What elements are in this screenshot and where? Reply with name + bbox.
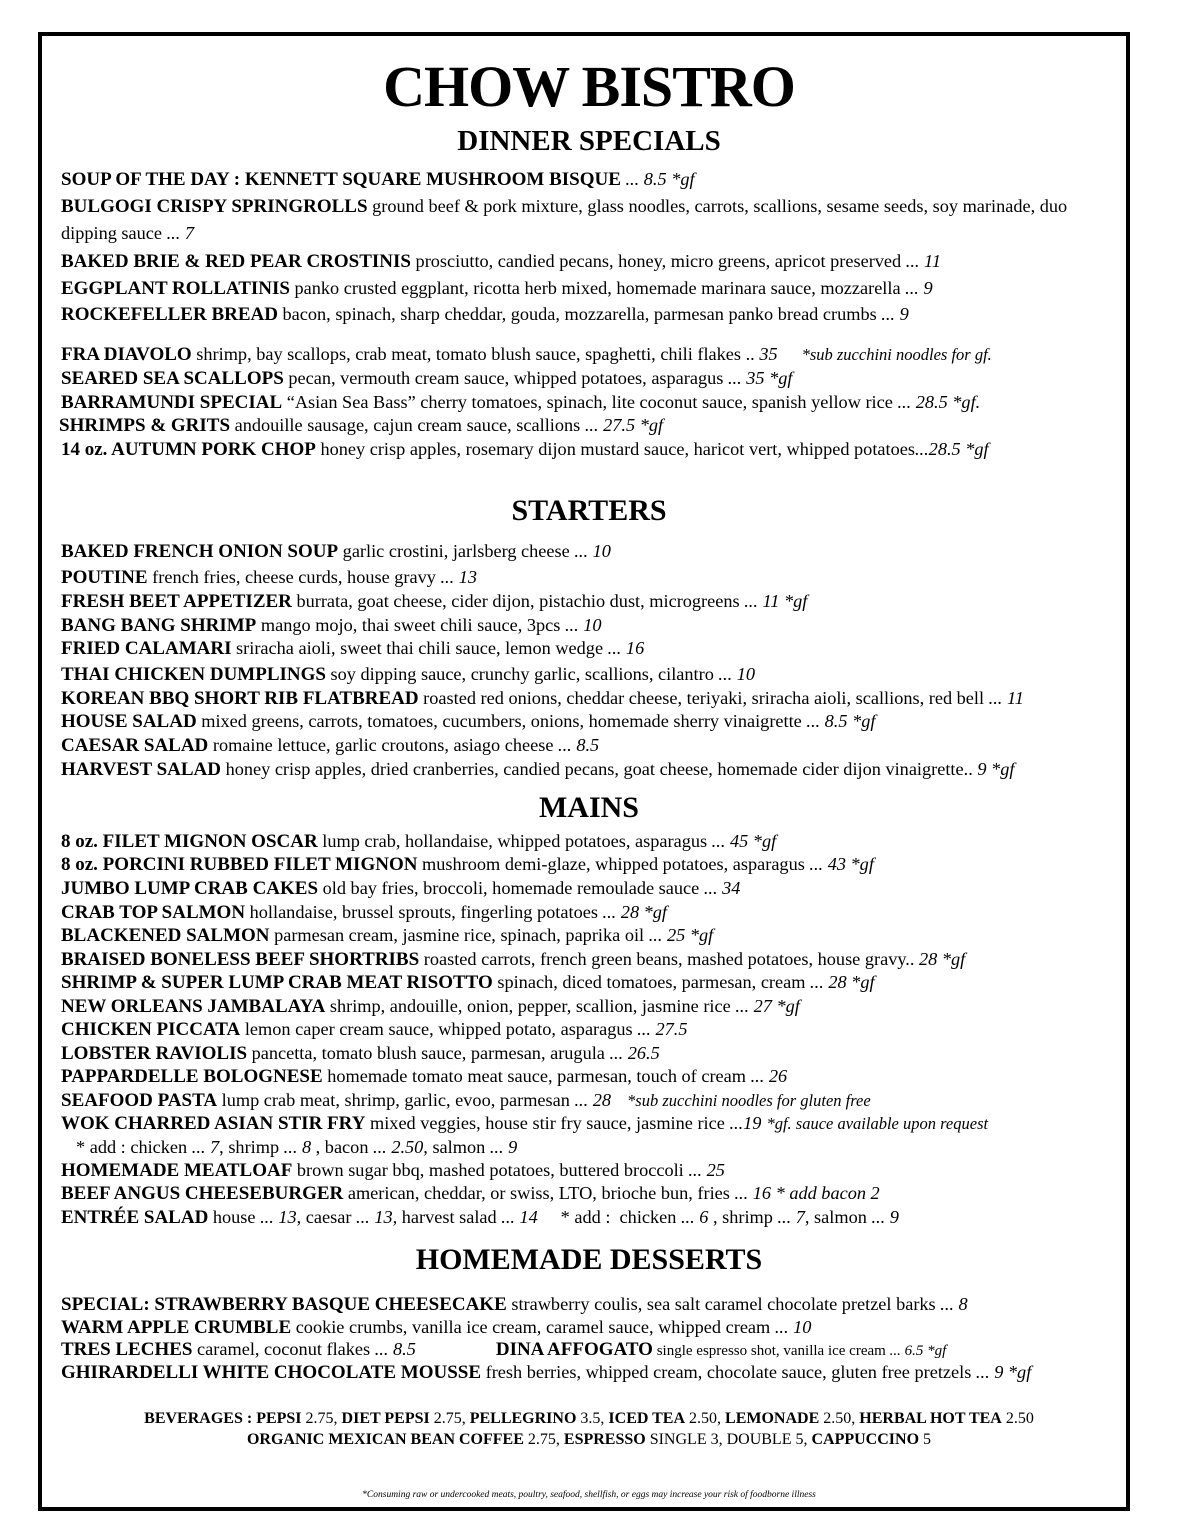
menu-item: CAESAR SALAD romaine lettuce, garlic croutons, asiago cheese ... 8.5 [61, 735, 600, 756]
menu-item: BRAISED BONELESS BEEF SHORTRIBS roasted carrots, french green beans, mashed potatoes, house gravy.. 28 *gf [61, 949, 966, 970]
menu-item: LOBSTER RAVIOLIS pancetta, tomato blush sauce, parmesan, arugula ... 26.5 [61, 1043, 660, 1064]
menu-item: SEARED SEA SCALLOPS pecan, vermouth cream sauce, whipped potatoes, asparagus ... 35 *gf [61, 368, 793, 389]
menu-item: BAKED FRENCH ONION SOUP garlic crostini, jarlsberg cheese ... 10 [61, 541, 611, 562]
menu-item: HOUSE SALAD mixed greens, carrots, tomatoes, cucumbers, onions, homemade sherry vinaigrette ... 8.5 *gf [61, 711, 876, 732]
menu-item: ROCKEFELLER BREAD bacon, spinach, sharp cheddar, gouda, mozzarella, parmesan panko bread crumbs ... 9 [61, 304, 909, 325]
menu-item: POUTINE french fries, cheese curds, house gravy ... 13 [61, 567, 478, 588]
menu-item: SHRIMP & SUPER LUMP CRAB MEAT RISOTTO spinach, diced tomatoes, parmesan, cream ... 28 *gf [61, 972, 875, 993]
menu-item: ENTRÉE SALAD house ... 13, caesar ... 13, harvest salad ... 14 * add : chicken ... 6 , shrimp ... 7, salmon ... 9 [61, 1207, 899, 1228]
menu-item: SOUP OF THE DAY : KENNETT SQUARE MUSHROOM BISQUE ... 8.5 *gf [61, 169, 695, 190]
menu-item: 8 oz. FILET MIGNON OSCAR lump crab, hollandaise, whipped potatoes, asparagus ... 45 *gf [61, 831, 777, 852]
menu-item: JUMBO LUMP CRAB CAKES old bay fries, broccoli, homemade remoulade sauce ... 34 [61, 878, 741, 899]
menu-item: WARM APPLE CRUMBLE cookie crumbs, vanilla ice cream, caramel sauce, whipped cream ... 10 [61, 1317, 812, 1338]
beverages-line-2: ORGANIC MEXICAN BEAN COFFEE 2.75, ESPRESSO SINGLE 3, DOUBLE 5, CAPPUCCINO 5 [246, 1431, 932, 1448]
menu-item: THAI CHICKEN DUMPLINGS soy dipping sauce, crunchy garlic, scallions, cilantro ... 10 [61, 664, 755, 685]
menu-item: KOREAN BBQ SHORT RIB FLATBREAD roasted red onions, cheddar cheese, teriyaki, sriracha aioli, scallions, red bell ... 11 [61, 688, 1024, 709]
menu-item: EGGPLANT ROLLATINIS panko crusted eggplant, ricotta herb mixed, homemade marinara sauce, mozzarella ... 9 [61, 278, 933, 299]
menu-item: 14 oz. AUTUMN PORK CHOP honey crisp apples, rosemary dijon mustard sauce, haricot vert, whipped potatoes...28.5 *gf [61, 439, 989, 460]
menu-item: SHRIMPS & GRITS andouille sausage, cajun cream sauce, scallions ... 27.5 *gf [59, 415, 664, 436]
menu-item: SEAFOOD PASTA lump crab meat, shrimp, garlic, evoo, parmesan ... 28 *sub zucchini noodles for gluten free [61, 1090, 871, 1111]
menu-item: BLACKENED SALMON parmesan cream, jasmine rice, spinach, paprika oil ... 25 *gf [61, 925, 714, 946]
menu-item: BULGOGI CRISPY SPRINGROLLS ground beef & pork mixture, glass noodles, carrots, scallions, sesame seeds, soy marinade, duo dipping sauce ... 7 [61, 196, 1068, 243]
menu-item: 8 oz. PORCINI RUBBED FILET MIGNON mushroom demi-glaze, whipped potatoes, asparagus ... 43 *gf [61, 854, 874, 875]
menu-item: FRESH BEET APPETIZER burrata, goat cheese, cider dijon, pistachio dust, microgreens ... 11 *gf [61, 591, 808, 612]
menu-item: TRES LECHES caramel, coconut flakes ... 8.5 DINA AFFOGATO single espresso shot, vanilla ice cream ... 6.5 *gf [61, 1339, 947, 1360]
section-heading-desserts: HOMEMADE DESSERTS [415, 1243, 763, 1276]
menu-item: FRIED CALAMARI sriracha aioli, sweet thai chili sauce, lemon wedge ... 16 [61, 638, 645, 659]
beverages-line-1: BEVERAGES : PEPSI 2.75, DIET PEPSI 2.75, PELLEGRINO 3.5, ICED TEA 2.50, LEMONADE 2.50, HERBAL HOT TEA 2.50 [144, 1410, 1034, 1427]
menu-item: FRA DIAVOLO shrimp, bay scallops, crab meat, tomato blush sauce, spaghetti, chili flakes .. 35 *sub zucchini noodles for gf. [61, 344, 992, 365]
section-heading-mains: MAINS [538, 791, 639, 824]
menu-item: NEW ORLEANS JAMBALAYA shrimp, andouille, onion, pepper, scallion, jasmine rice ... 27 *gf [61, 996, 800, 1017]
menu-item: GHIRARDELLI WHITE CHOCOLATE MOUSSE fresh berries, whipped cream, chocolate sauce, gluten free pretzels ... 9 *gf [61, 1362, 1032, 1383]
menu-item: SPECIAL: STRAWBERRY BASQUE CHEESECAKE strawberry coulis, sea salt caramel chocolate pretzel barks ... 8 [61, 1294, 968, 1315]
menu-item: BEEF ANGUS CHEESEBURGER american, cheddar, or swiss, LTO, brioche bun, fries ... 16 * add bacon 2 [61, 1183, 880, 1204]
menu-item: HARVEST SALAD honey crisp apples, dried cranberries, candied pecans, goat cheese, homemade cider dijon vinaigrette.. 9 *gf [61, 759, 1015, 780]
section-heading-specials: DINNER SPECIALS [457, 125, 721, 157]
menu-item-addons: * add : chicken ... 7, shrimp ... 8 , bacon ... 2.50, salmon ... 9 [76, 1137, 518, 1157]
menu-item: BANG BANG SHRIMP mango mojo, thai sweet chili sauce, 3pcs ... 10 [61, 615, 602, 636]
menu-item: WOK CHARRED ASIAN STIR FRY mixed veggies, house stir fry sauce, jasmine rice ...19 *gf. sauce available upon request [61, 1113, 989, 1134]
restaurant-title: CHOW BISTRO [383, 54, 795, 119]
menu-item: BARRAMUNDI SPECIAL “Asian Sea Bass” cherry tomatoes, spinach, lite coconut sauce, spanish yellow rice ... 28.5 *gf. [61, 392, 981, 413]
menu-item: CHICKEN PICCATA lemon caper cream sauce, whipped potato, asparagus ... 27.5 [61, 1019, 688, 1040]
section-heading-starters: STARTERS [511, 494, 667, 527]
menu-item: CRAB TOP SALMON hollandaise, brussel sprouts, fingerling potatoes ... 28 *gf [61, 902, 668, 923]
menu-item: HOMEMADE MEATLOAF brown sugar bbq, mashed potatoes, buttered broccoli ... 25 [61, 1160, 725, 1181]
food-safety-disclaimer: *Consuming raw or undercooked meats, poultry, seafood, shellfish, or eggs may increase your risk of foodborne illness [362, 1490, 816, 1500]
menu-item: BAKED BRIE & RED PEAR CROSTINIS prosciutto, candied pecans, honey, micro greens, apricot preserved ... 11 [61, 251, 941, 272]
menu-item: PAPPARDELLE BOLOGNESE homemade tomato meat sauce, parmesan, touch of cream ... 26 [61, 1066, 788, 1087]
